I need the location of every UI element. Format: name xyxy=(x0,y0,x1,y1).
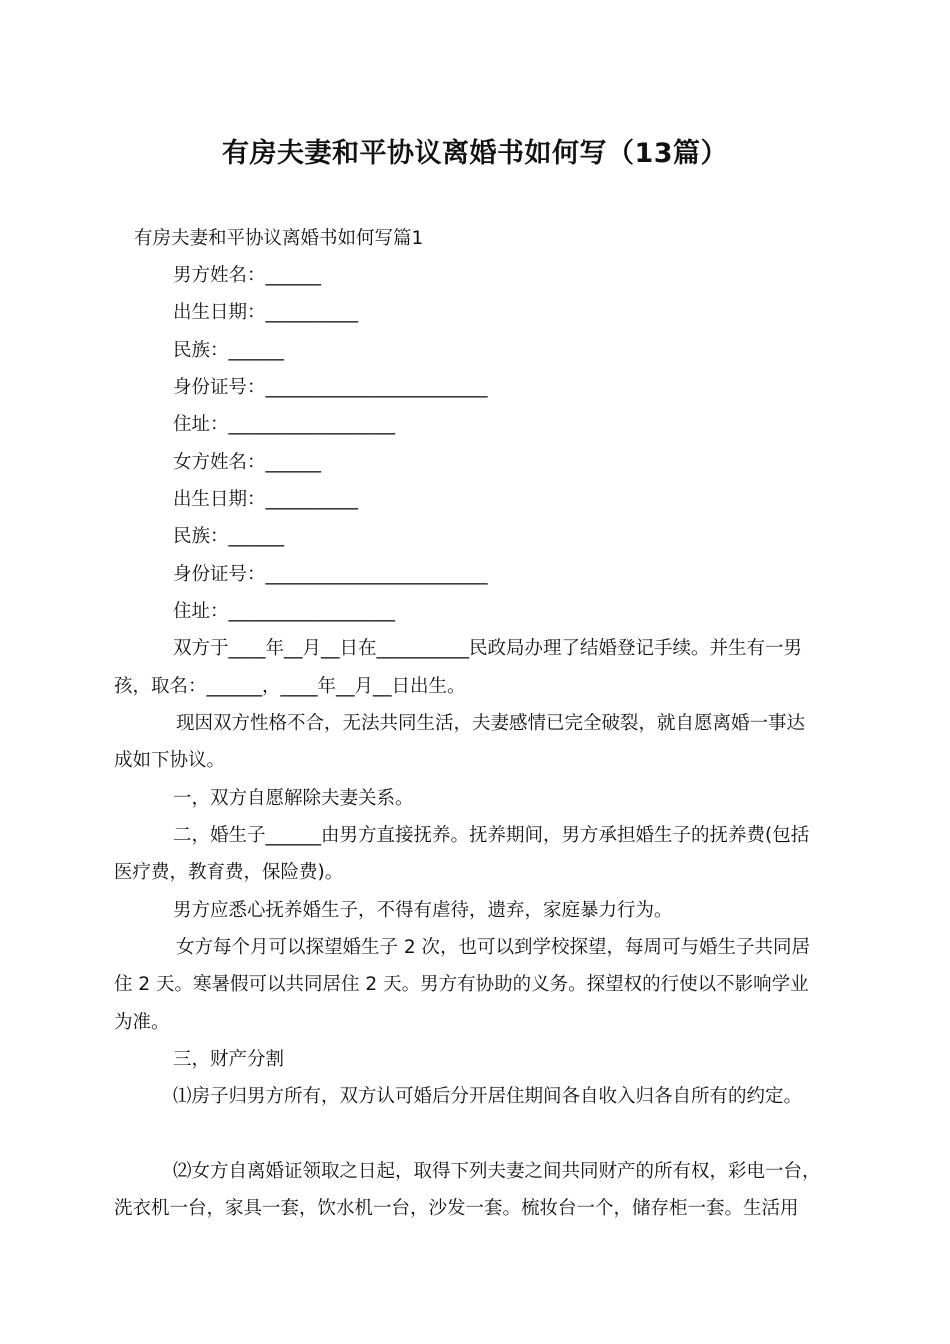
document-title: 有房夫妻和平协议离婚书如何写（13篇） xyxy=(221,138,729,169)
clause-2-care: 男方应悉心抚养婚生子，不得有虐待，遗弃，家庭暴力行为。 xyxy=(173,900,673,921)
woman-name-field: 女方姓名：______ xyxy=(173,452,322,473)
woman-ethnicity-field: 民族：______ xyxy=(173,526,285,547)
section-heading: 有房夫妻和平协议离婚书如何写篇1 xyxy=(134,228,424,249)
marriage-paragraph-line-1: 双方于____年__月__日在__________民政局办理了结婚登记手续。并生有一男 xyxy=(173,638,803,659)
woman-id-field: 身份证号：________________________ xyxy=(173,564,488,585)
man-address-field: 住址：__________________ xyxy=(173,414,396,435)
man-name-field: 男方姓名：______ xyxy=(173,265,322,286)
clause-2-line-2: 医疗费，教育费，保险费)。 xyxy=(114,862,344,883)
woman-address-field: 住址：__________________ xyxy=(173,601,396,622)
woman-birth-field: 出生日期：__________ xyxy=(173,489,359,510)
property-clause-2-line-1: ⑵女方自离婚证领取之日起，取得下列夫妻之间共同财产的所有权，彩电一台， xyxy=(173,1161,821,1182)
reason-paragraph-line-1: 现因双方性格不合，无法共同生活，夫妻感情已完全破裂，就自愿离婚一事达 xyxy=(176,713,806,734)
clause-2-line-1: 二，婚生子______由男方直接抚养。抚养期间，男方承担婚生子的抚养费(包括 xyxy=(173,825,810,846)
clause-3-heading: 三，财产分割 xyxy=(173,1049,285,1070)
visitation-line-3: 为准。 xyxy=(114,1012,170,1033)
man-ethnicity-field: 民族：______ xyxy=(173,340,285,361)
property-clause-2-line-2: 洗衣机一台，家具一套，饮水机一台，沙发一套。梳妆台一个，储存柜一套。生活用 xyxy=(114,1198,799,1219)
man-id-field: 身份证号：________________________ xyxy=(173,377,488,398)
clause-1: 一，双方自愿解除夫妻关系。 xyxy=(173,788,414,809)
property-clause-1: ⑴房子归男方所有，双方认可婚后分开居住期间各自收入归各自所有的约定。 xyxy=(173,1086,803,1107)
reason-paragraph-line-2: 成如下协议。 xyxy=(114,750,226,771)
visitation-line-1: 女方每个月可以探望婚生子 2 次，也可以到学校探望，每周可与婚生子共同居 xyxy=(176,937,811,958)
visitation-line-2: 住 2 天。寒暑假可以共同居住 2 天。男方有协助的义务。探望权的行使以不影响学业 xyxy=(114,974,809,995)
man-birth-field: 出生日期：__________ xyxy=(173,302,359,323)
marriage-paragraph-line-2: 孩，取名：______，____年__月__日出生。 xyxy=(114,676,466,697)
